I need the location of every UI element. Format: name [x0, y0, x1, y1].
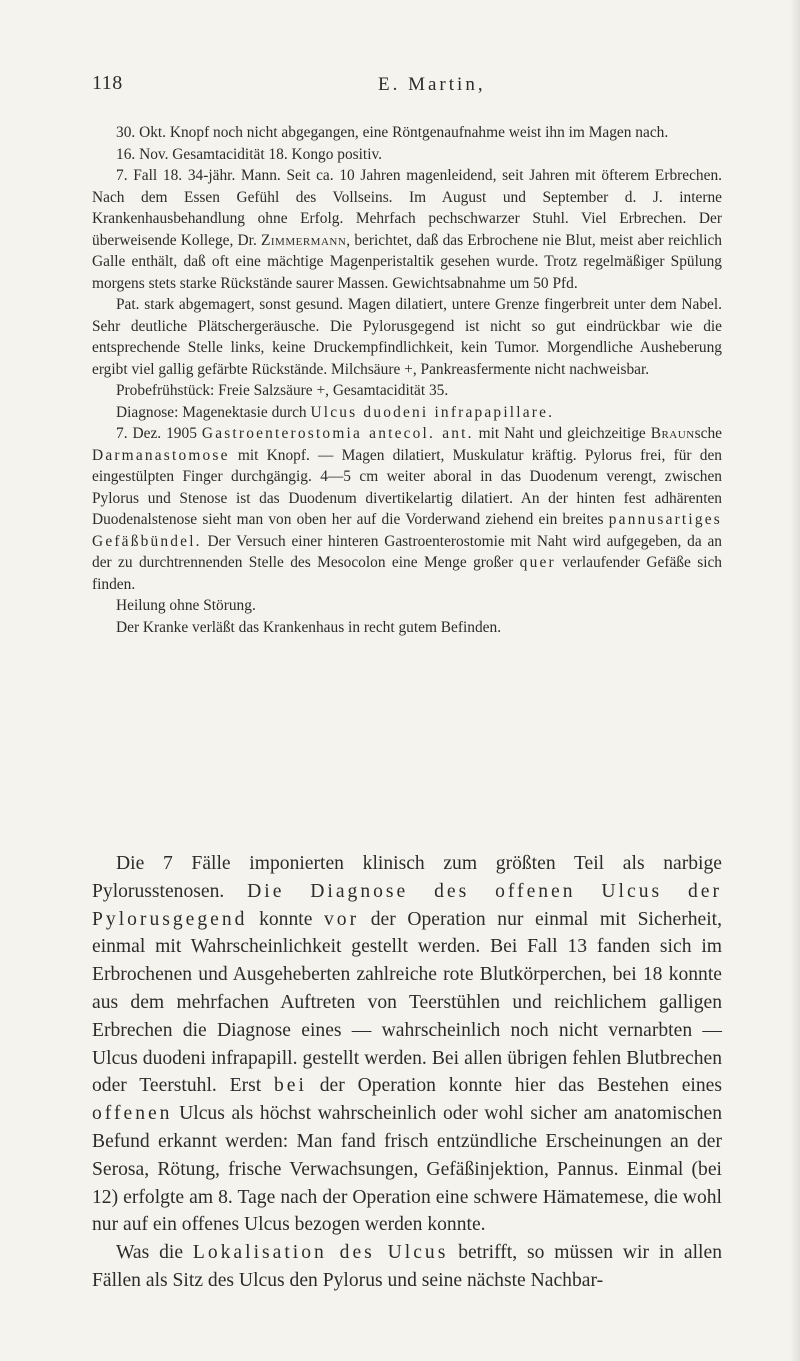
text-run: verlaufender Gefäße sich finden. [92, 554, 722, 593]
emphasis-text: Gastroenterostomia antecol. ant. [201, 425, 474, 442]
author-name: Braun [650, 425, 695, 442]
text-run: Die 7 Fälle imponierten klinisch zum größten Teil als narbige Pylorusstenosen. [92, 853, 722, 902]
emphasis-text: quer [519, 554, 556, 571]
text-run: der Operation nur einmal mit Sicherheit, einmal mit Wahrscheinlichkeit gestellt werden. Bei Fall 13 fanden sich im Erbrochenen und Ausgeheberten zahlreiche rote Blutkörperchen, bei 18 konnte aus dem mehrfachen Auftreten von Teerstühlen und reichlichem galligen Erbrechen die Diagnose eines — wahrscheinlich noch nicht vernarbten — Ulcus duodeni infrapapill. gestellt werden. Bei allen übrigen fehlen Blutbrechen oder Teerstuhl. Erst [92, 908, 722, 1097]
paragraph [92, 850, 722, 1239]
text-run: , berichtet, daß das Erbrochene nie Blut, meist aber reichlich Galle enthält, daß oft eine mächtige Magenperistaltik gesehen wurde. Trotz regelmäßiger Spülung morgens stets starke Rückstände saurer Massen. Gewichtsabnahme um 50 Pfd. [92, 231, 722, 292]
author-name: Zimmermann [260, 231, 347, 249]
emphasis-text: Darmanastomose [92, 446, 230, 464]
text-run: sche [694, 425, 722, 442]
paragraph [92, 1239, 722, 1295]
text-run: 7. Dez. 1905 [116, 425, 202, 442]
text-run: Der Versuch einer hinteren Gastroenterostomie mit Naht wird aufgegeben, da an der zu durchtrennenden Stelle des Mesocolon eine Menge großer [92, 532, 722, 571]
text-run: mit Knopf. — Magen dilatiert, Muskulatur kräftig. Pylorus frei, für den eingestülpten Finger durchgängig. 4—5 cm weiter aboral in das Duodenum verengt, zwischen Pylorus und Stenose ist das Duodenum divertikelartig dilatiert. An der hinten fest adhärenten Duodenalstenose sieht man von oben her auf die Vorderwand ziehend ein breites [92, 446, 722, 528]
emphasis-text: vor [324, 908, 360, 930]
text-run: mit Naht und gleichzeitige [473, 425, 651, 442]
text-run: der Operation konnte hier das Bestehen eines [306, 1075, 722, 1097]
paragraph: Pat. stark abgemagert, sonst gesund. Magen dilatiert, untere Grenze fingerbreit unter dem Nabel. Sehr deutliche Plätschergeräusche. Die Pylorusgegend ist nicht so gut eindrückbar wie die entsprechende Stelle links, keine Druckempfindlichkeit, kein Tumor. Morgendliche Ausheberung ergibt viel gallig gefärbte Rückstände. Milchsäure +, Pankreasfermente nicht nachweisbar. [92, 296, 722, 378]
emphasis-text: Lokalisation des Ulcus [192, 1242, 449, 1264]
paragraph: Probefrühstück: Freie Salzsäure +, Gesamtacidität 35. [116, 382, 449, 399]
paragraph [92, 165, 722, 294]
emphasis-text: Die Diagnose des offenen Ulcus der Pylorusgegend [92, 880, 722, 930]
discussion-block [92, 850, 722, 1295]
emphasis-text: offenen [92, 1103, 173, 1125]
paragraph: Der Kranke verläßt das Krankenhaus in recht gutem Befinden. [116, 618, 502, 636]
text-run: Diagnose: Magenektasie durch [116, 403, 311, 421]
text-run: betrifft, so müssen wir in allen Fällen als Sitz des Ulcus den Pylorus und seine nächste Nachbar- [92, 1242, 722, 1291]
paragraph: 16. Nov. Gesamtacidität 18. Kongo positiv. [116, 145, 383, 163]
text-run: Ulcus als höchst wahrscheinlich oder wohl sicher am anatomischen Befund erkannt werden: Man fand frisch entzündliche Erscheinungen an der Serosa, Rötung, frische Verwachsungen, Gefäßinjektion, Pannus. Einmal (bei 12) erfolgte am 8. Tage nach der Operation eine schwere Hämatemese, die wohl nur auf ein offenes Ulcus bezogen werden konnte. [92, 1103, 722, 1236]
text-run: 7. Fall 18. 34-jähr. Mann. Seit ca. 10 Jahren magenleidend, seit Jahren mit öfterem Erbrechen. Nach dem Essen Gefühl des Vollseins. Im August und September d. J. interne Krankenhausbehandlung ohne Erfolg. Mehrfach pechschwarzer Stuhl. Viel Erbrechen. Der überweisende Kollege, Dr. [92, 167, 722, 249]
page-header [0, 72, 800, 102]
text-run: Was die [116, 1242, 193, 1264]
emphasis-text: Ulcus duodeni infrapapillare. [310, 403, 555, 421]
paragraph: 30. Okt. Knopf noch nicht abgegangen, eine Röntgenaufnahme weist ihn im Magen nach. [116, 124, 669, 141]
paragraph [92, 423, 722, 595]
paragraph [92, 402, 722, 424]
text-run: konnte [247, 908, 324, 930]
page-number: 118 [92, 72, 123, 94]
running-title: E. Martin, [378, 74, 486, 95]
case-report-block [92, 122, 722, 638]
page-edge-shadow [790, 0, 800, 1361]
paragraph: Heilung ohne Störung. [116, 597, 256, 614]
emphasis-text: pannusartiges Gefäßbündel. [92, 511, 722, 550]
emphasis-text: bei [274, 1075, 307, 1097]
